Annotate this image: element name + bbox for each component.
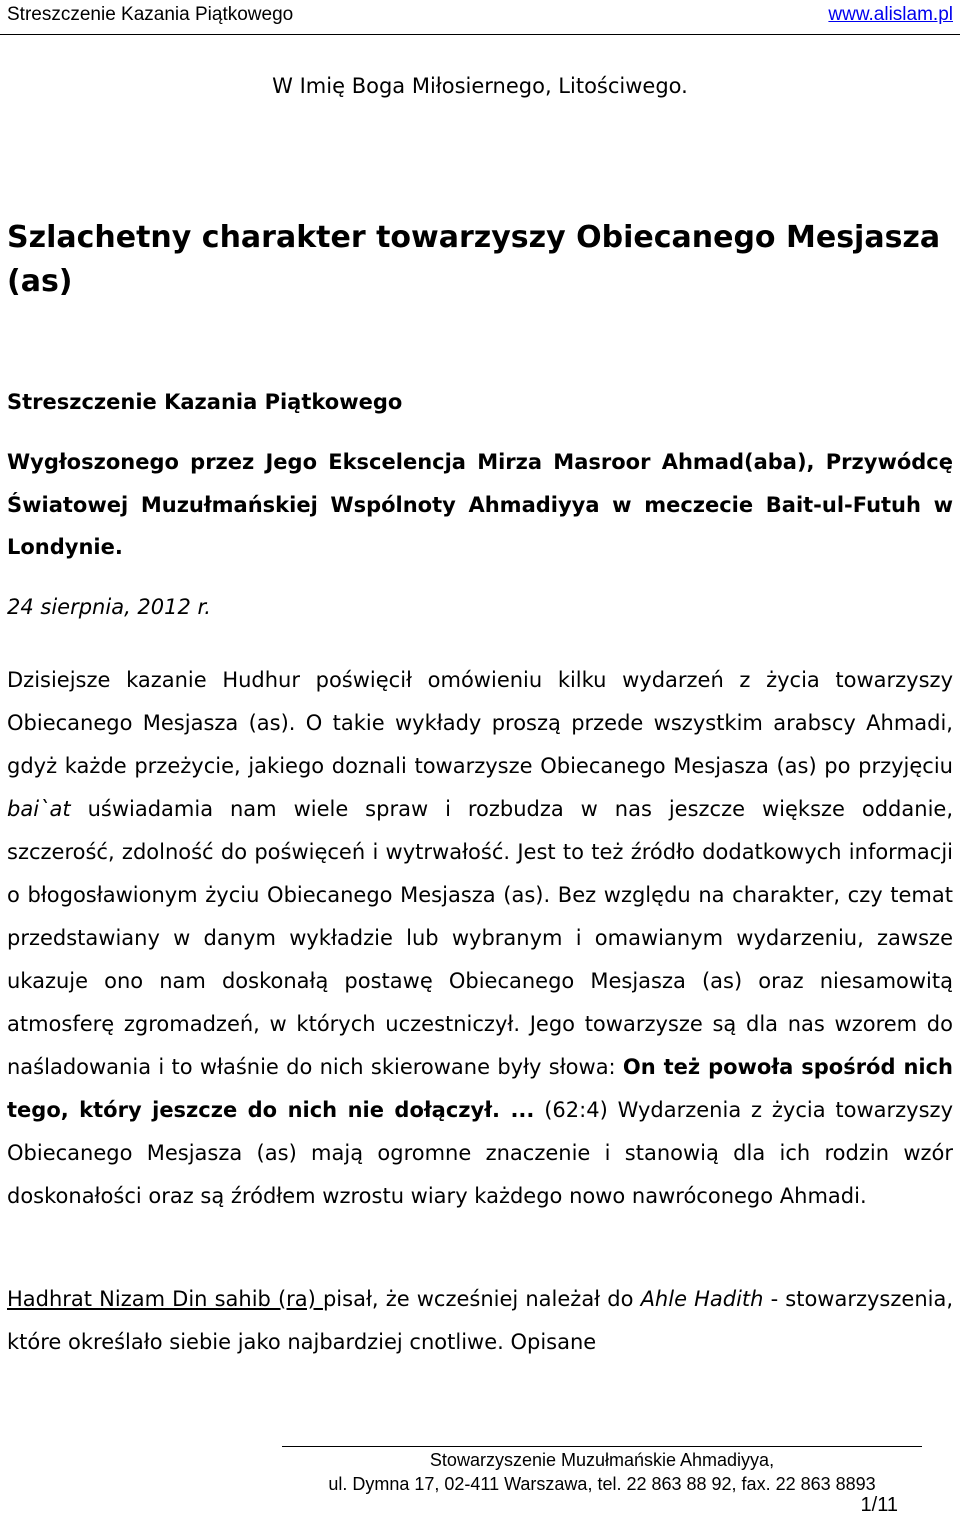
paragraph-2: [7, 1278, 953, 1364]
sermon-date: 24 sierpnia, 2012 r.: [7, 594, 211, 619]
quran-quote: On też powoła spośród nich tego, który jeszcze do nich nie dołączył. ...: [7, 1054, 953, 1122]
paragraph-1: [7, 659, 953, 1218]
document-subtitle: Streszczenie Kazania Piątkowego: [7, 390, 403, 414]
document-title: Szlachetny charakter towarzyszy Obiecanego Mesjasza (as): [7, 220, 941, 299]
paragraph-2-text-a: pisał, że wcześniej należał do: [322, 1286, 641, 1311]
paragraph-1-text-a: Dzisiejsze kazanie Hudhur poświęcił omówieniu kilku wydarzeń z życia towarzyszy Obiecanego Mesjasza (as). O takie wykłady proszą przede wszystkim arabscy Ahmadi, gdyż każde przeżycie, jakiego doznali towarzysze Obiecanego Mesjasza (as) po przyjęciu: [7, 667, 953, 778]
paragraph-2-text-b: - stowarzyszenia, które określało siebie jako najbardziej cnotliwe. Opisane: [7, 1286, 954, 1354]
page-number: 1/11: [860, 1494, 898, 1516]
bismillah: W Imię Boga Miłosiernego, Litościwego.: [272, 74, 688, 98]
paragraph-1-text-b: uświadamia nam wiele spraw i rozbudza w nas jeszcze większe oddanie, szczerość, zdolność do poświęceń i wytrwałość. Jest to też źródło dodatkowych informacji o błogosławionym życiu Obiecanego Mesjasza (as). Bez względu na charakter, czy temat przedstawiany w danym wykładzie lub wybranym i omawianym wydarzeniu, zawsze ukazuje ono nam doskonałą postawę Obiecanego Mesjasza (as) oraz niesamowitą atmosferę zgromadzeń, w których uczestniczył. Jego towarzysze są dla nas wzorem do naśladowania i to właśnie do nich skierowane były słowa:: [7, 796, 953, 1079]
paragraph-2-underlined-name: Hadhrat Nizam Din sahib (ra): [7, 1286, 323, 1311]
paragraph-1-italic: bai`at: [7, 796, 71, 821]
preacher-info: Wygłoszonego przez Jego Ekscelencja Mirza Masroor Ahmad(aba), Przywódcę Światowej Muzułmańskiej Wspólnoty Ahmadiyya w meczecie Bait-ul-Futuh w Londynie.: [7, 450, 953, 559]
paragraph-1-text-c: (62:4) Wydarzenia z życia towarzyszy Obiecanego Mesjasza (as) mają ogromne znaczenie i stanowią dla ich rodzin wzór doskonałości oraz są źródłem wzrostu wiary każdego nowo nawróconego Ahmadi.: [7, 1097, 953, 1208]
page-header: [0, 0, 960, 35]
paragraph-2-italic: Ahle Hadith: [640, 1286, 764, 1311]
document-body: [7, 70, 953, 1364]
header-website-link[interactable]: www.alislam.pl: [828, 4, 953, 25]
footer-address: ul. Dymna 17, 02-411 Warszawa, tel. 22 863 88 92, fax. 22 863 8893: [328, 1474, 876, 1494]
footer-organization: Stowarzyszenie Muzułmańskie Ahmadiyya,: [429, 1450, 775, 1470]
header-title: Streszczenie Kazania Piątkowego: [7, 4, 294, 25]
footer-divider: [282, 1446, 922, 1447]
page-footer: [282, 1448, 922, 1496]
